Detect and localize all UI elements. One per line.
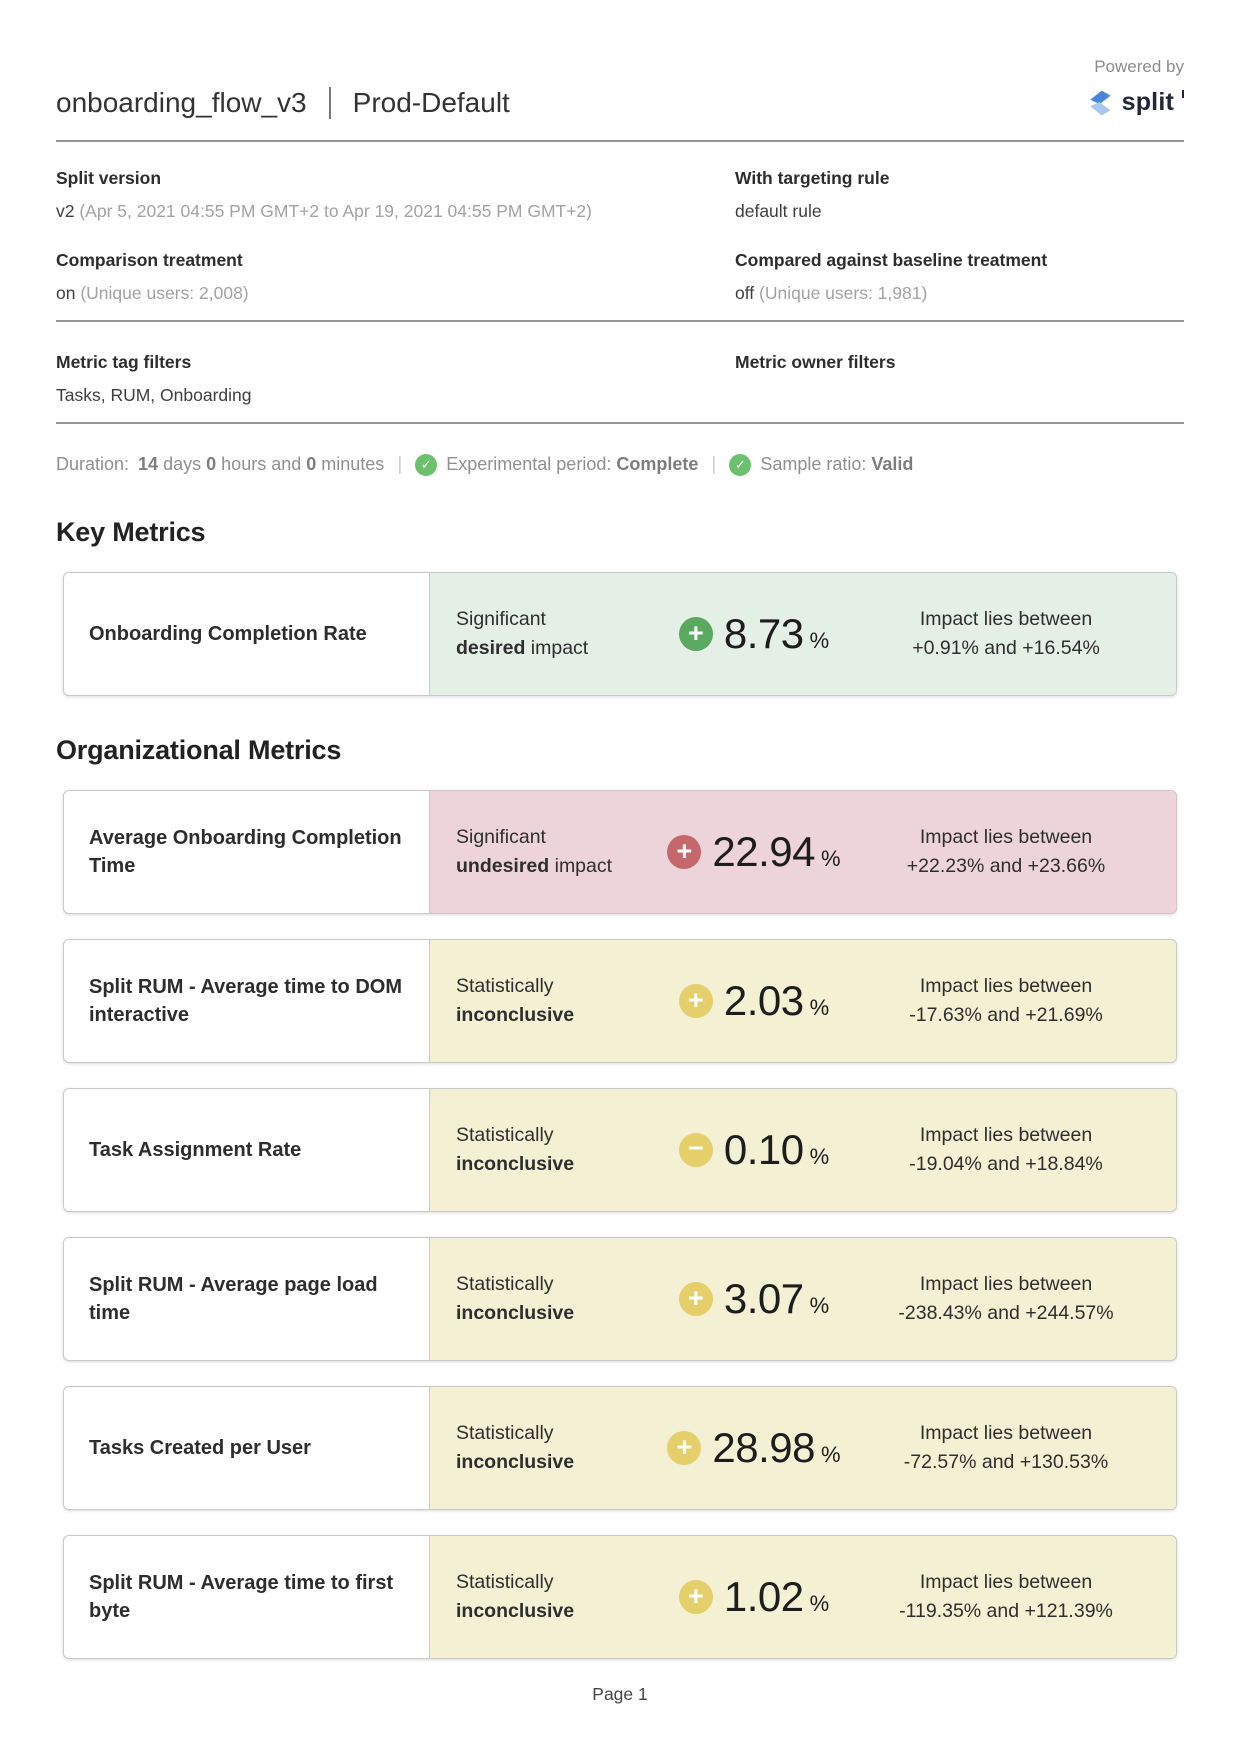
percent-sign: % xyxy=(809,1293,830,1319)
duration-segment: Duration: 14 days 0 hours and 0 minutes xyxy=(56,454,385,475)
metric-card xyxy=(63,572,1177,696)
significance-status: Significant desired impact xyxy=(456,607,589,660)
tag-filters-label: Metric tag filters xyxy=(56,351,192,372)
metric-result xyxy=(430,1387,1176,1509)
metric-name: Onboarding Completion Rate xyxy=(64,573,430,695)
baseline-treatment-label: Compared against baseline treatment xyxy=(735,249,1048,270)
metric-result xyxy=(430,1536,1176,1658)
impact-number: 22.94 xyxy=(712,828,816,876)
impact-number: 8.73 xyxy=(723,610,804,658)
tag-filters-value: Tasks, RUM, Onboarding xyxy=(56,384,252,405)
impact-direction-icon xyxy=(679,1282,713,1316)
metric-name: Split RUM - Average page load time xyxy=(64,1238,430,1360)
duration-label: Duration: xyxy=(56,454,130,475)
significance-status: Statistically inconclusive xyxy=(456,1422,575,1474)
confidence-interval: Impact lies between +0.91% and +16.54% xyxy=(912,607,1100,660)
split-logo-icon xyxy=(1087,88,1114,118)
environment-name: Prod-Default xyxy=(352,86,510,118)
metric-card xyxy=(63,1386,1177,1510)
impact-direction-icon xyxy=(667,1431,701,1465)
confidence-interval: Impact lies between -72.57% and +130.53% xyxy=(903,1422,1109,1474)
confidence-interval: Impact lies between +22.23% and +23.66% xyxy=(906,826,1106,878)
metric-card xyxy=(63,790,1177,914)
metric-name: Task Assignment Rate xyxy=(64,1089,430,1211)
trademark-tick xyxy=(1182,90,1184,98)
impact-value xyxy=(679,1573,830,1621)
owner-filters-block xyxy=(735,352,1184,406)
metric-card xyxy=(63,1088,1177,1212)
period-label: Experimental period: xyxy=(446,454,612,475)
impact-direction-icon xyxy=(679,1580,713,1614)
metric-name: Split RUM - Average time to first byte xyxy=(64,1536,430,1658)
page-title: onboarding_flow_v3 xyxy=(56,86,307,118)
impact-number: 3.07 xyxy=(723,1275,804,1323)
report-header xyxy=(56,82,1184,124)
comparison-treatment-value: on xyxy=(56,282,76,303)
summary-separator: | xyxy=(397,453,403,475)
baseline-treatment-value: off xyxy=(735,282,755,303)
tag-filters-block xyxy=(56,352,735,406)
organizational-metrics-list xyxy=(56,790,1184,1659)
metadata-divider xyxy=(56,320,1184,322)
percent-sign: % xyxy=(821,846,841,872)
metric-result xyxy=(430,573,1176,695)
check-circle-icon xyxy=(415,454,437,476)
experimental-period-segment xyxy=(415,454,698,476)
percent-sign: % xyxy=(809,995,830,1021)
header-divider xyxy=(56,140,1184,142)
impact-direction-icon xyxy=(679,984,713,1018)
split-version-value: v2 xyxy=(56,200,75,221)
ratio-label: Sample ratio: xyxy=(760,454,867,475)
filters-divider xyxy=(56,422,1184,424)
metric-card xyxy=(63,939,1177,1063)
targeting-rule-value: default rule xyxy=(735,200,822,221)
experiment-metadata xyxy=(56,168,1184,304)
confidence-interval: Impact lies between -17.63% and +21.69% xyxy=(909,975,1103,1027)
metric-result xyxy=(430,1089,1176,1211)
confidence-interval: Impact lies between -238.43% and +244.57% xyxy=(898,1273,1114,1325)
confidence-interval: Impact lies between -19.04% and +18.84% xyxy=(909,1124,1103,1176)
split-logo xyxy=(1087,88,1184,118)
page-number: Page 1 xyxy=(592,1684,648,1705)
metric-result xyxy=(430,791,1176,913)
section-heading-organizational-metrics: Organizational Metrics xyxy=(56,735,342,766)
baseline-treatment-block xyxy=(735,250,1184,304)
section-heading-key-metrics: Key Metrics xyxy=(56,516,206,547)
impact-value xyxy=(679,977,830,1025)
targeting-rule-label: With targeting rule xyxy=(735,167,890,188)
impact-direction-icon xyxy=(679,1133,713,1167)
owner-filters-label: Metric owner filters xyxy=(735,351,896,372)
percent-sign: % xyxy=(809,628,830,654)
split-version-dates: (Apr 5, 2021 04:55 PM GMT+2 to Apr 19, 2021 04:55 PM GMT+2) xyxy=(79,200,592,221)
comparison-treatment-block xyxy=(56,250,735,304)
impact-value xyxy=(679,1275,830,1323)
summary-separator: | xyxy=(711,453,717,475)
significance-status: Statistically inconclusive xyxy=(456,1571,575,1623)
metric-name: Tasks Created per User xyxy=(64,1387,430,1509)
metric-name: Split RUM - Average time to DOM interactive xyxy=(64,940,430,1062)
confidence-interval: Impact lies between -119.35% and +121.39% xyxy=(899,1571,1113,1623)
duration-summary xyxy=(56,454,1184,476)
period-value: Complete xyxy=(616,454,699,475)
metric-result xyxy=(430,1238,1176,1360)
impact-value xyxy=(667,1424,841,1472)
comparison-unique-users: (Unique users: 2,008) xyxy=(80,282,249,303)
split-version-label: Split version xyxy=(56,167,162,188)
impact-value xyxy=(667,828,841,876)
impact-direction-icon xyxy=(679,617,713,651)
impact-direction-icon xyxy=(667,835,701,869)
metric-card xyxy=(63,1535,1177,1659)
baseline-unique-users: (Unique users: 1,981) xyxy=(759,282,928,303)
filters-section xyxy=(56,352,1184,406)
significance-status: Statistically inconclusive xyxy=(456,1124,575,1176)
impact-value xyxy=(679,610,830,658)
metric-result xyxy=(430,940,1176,1062)
split-wordmark: split xyxy=(1121,88,1174,117)
percent-sign: % xyxy=(809,1591,830,1617)
comparison-treatment-label: Comparison treatment xyxy=(56,249,243,270)
impact-number: 0.10 xyxy=(723,1126,804,1174)
metric-card xyxy=(63,1237,1177,1361)
split-version-block xyxy=(56,168,735,222)
title-divider xyxy=(329,87,331,119)
significance-status: Statistically inconclusive xyxy=(456,975,575,1027)
impact-number: 28.98 xyxy=(712,1424,816,1472)
significance-status: Significant undesired impact xyxy=(456,826,613,878)
impact-number: 1.02 xyxy=(723,1573,804,1621)
powered-by-label: Powered by xyxy=(1094,57,1184,76)
ratio-value: Valid xyxy=(871,454,914,475)
targeting-rule-block xyxy=(735,168,1184,222)
significance-status: Statistically inconclusive xyxy=(456,1273,575,1325)
sample-ratio-segment xyxy=(729,454,913,476)
check-circle-icon xyxy=(729,454,751,476)
impact-value xyxy=(679,1126,830,1174)
percent-sign: % xyxy=(809,1144,830,1170)
impact-number: 2.03 xyxy=(723,977,804,1025)
percent-sign: % xyxy=(821,1442,841,1468)
key-metrics-list xyxy=(56,572,1184,696)
metric-name: Average Onboarding Completion Time xyxy=(64,791,430,913)
